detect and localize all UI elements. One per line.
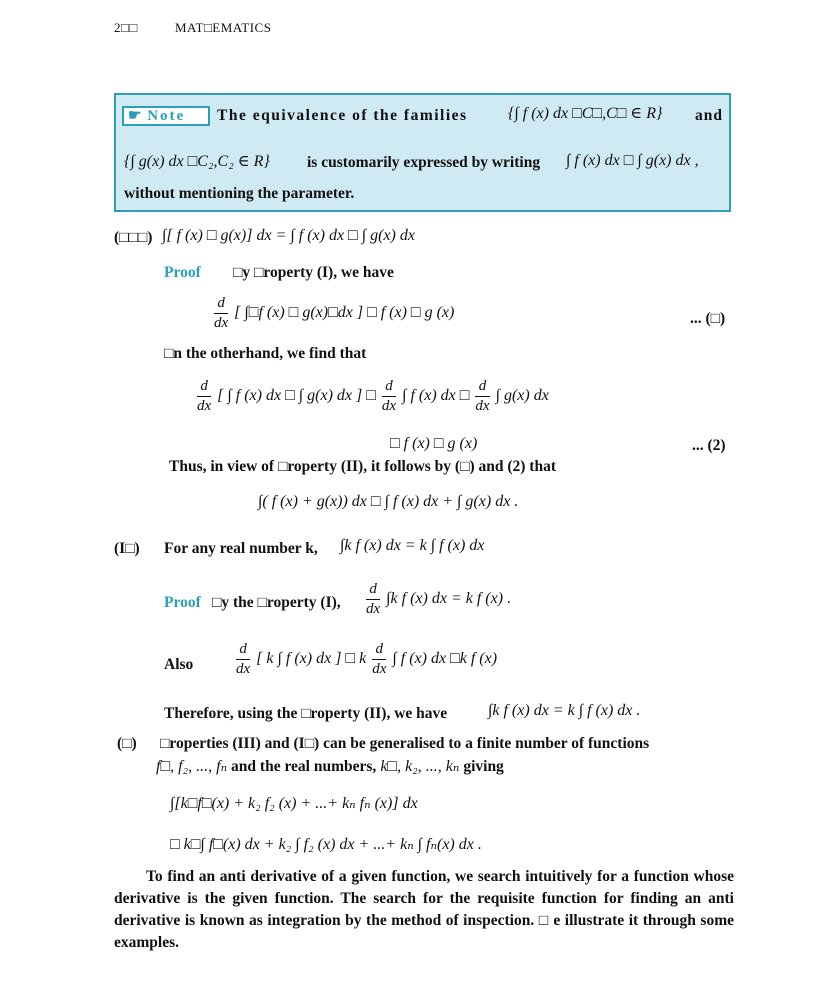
prop4-proof-math: ∫k f (x) dx = k f (x) . — [386, 590, 512, 608]
note-line1-math: {∫ f (x) dx □C□,C□ ∈ R} — [508, 105, 663, 122]
prop3-eq4: ∫( f (x) + g(x)) dx □ ∫ f (x) dx + ∫ g(x) dx . — [258, 493, 519, 510]
prop3-eq1-tag: ... (□) — [690, 310, 726, 327]
prop3-eq3: □ f (x) □ g (x) — [390, 435, 478, 452]
derivative-operator: $\frac{d}{dx}$ — [197, 378, 212, 414]
page-number: 2□□ — [114, 20, 138, 35]
note-line2-math-right: ∫ f (x) dx □ ∫ g(x) dx , — [566, 152, 699, 169]
prop5-eq-a: ∫[k□f□(x) + k₂ f₂ (x) + ...+ kₙ fₙ (x)] dx — [170, 795, 418, 812]
prop4-proof-eq — [364, 580, 511, 619]
prop3-eq1-rest: [ ∫□f (x) □ g(x)□dx ] □ f (x) □ g (x) — [234, 304, 455, 322]
derivative-operator: $\frac{d}{dx}$ — [366, 581, 381, 617]
prop3-statement: ∫[ f (x) □ g(x)] dx = ∫ f (x) dx □ ∫ g(x) dx — [162, 227, 415, 244]
prop4-also-math-b: ∫ f (x) dx □k f (x) — [392, 650, 498, 668]
note-tag — [122, 106, 210, 126]
prop4-also-math-a: [ k ∫ f (x) dx ] □ k — [256, 650, 367, 668]
prop4-also: Also — [164, 656, 194, 673]
prop5-text2-end: giving — [463, 758, 504, 775]
closing-paragraph: To find an anti derivative of a given function, we search intuitively for a function whose derivative is the given function. The search for the requisite function for finding an anti derivative is known as integration by the method of inspection. □ e illustrate it through some examples. — [114, 868, 734, 951]
derivative-operator: $\frac{d}{dx}$ — [475, 378, 490, 414]
prop3-eq3-tag: ... (2) — [692, 437, 726, 454]
derivative-operator: $\frac{d}{dx}$ — [214, 295, 229, 331]
derivative-operator: $\frac{d}{dx}$ — [381, 378, 397, 414]
prop5-constants: k□, k₂, ..., kₙ — [380, 758, 460, 775]
running-title: MAT□EMATICS — [175, 20, 272, 35]
note-line3: without mentioning the parameter. — [124, 185, 355, 202]
prop3-proof-label: Proof — [164, 264, 201, 281]
prop3-eq2-rest: [ ∫ f (x) dx □ ∫ g(x) dx ] □ — [217, 387, 376, 405]
prop3-thus: Thus, in view of □roperty (II), it follows by (□) and (2) that — [169, 458, 557, 475]
derivative-operator: $\frac{d}{dx}$ — [236, 641, 251, 677]
note-line2-text: is customarily expressed by writing — [307, 154, 541, 171]
pointing-hand-icon: ☛ — [128, 108, 142, 124]
note-line2-math-left: {∫ g(x) dx □C₂,C₂ ∈ R} — [124, 153, 270, 170]
prop5-functions: f□, f₂, ..., fₙ — [156, 758, 228, 775]
prop4-therefore-text: Therefore, using the □roperty (II), we have — [164, 705, 448, 722]
prop3-eq1 — [212, 294, 454, 333]
derivative-operator: $\frac{d}{dx}$ — [372, 641, 387, 677]
note-line1-and: and — [695, 107, 723, 124]
prop4-statement-math: ∫k f (x) dx = k ∫ f (x) dx — [340, 537, 485, 554]
prop3-eq2-end: ∫ g(x) dx — [495, 387, 549, 405]
prop3-label: (□□□) — [114, 229, 153, 246]
prop5-text1: □roperties (III) and (I□) can be generalised to a finite number of functions — [160, 735, 650, 752]
note-tag-label: Note — [147, 108, 186, 124]
prop5-text2 — [156, 756, 504, 776]
prop3-proof-text: □y □roperty (I), we have — [233, 264, 394, 281]
prop4-label: (I□) — [114, 540, 140, 557]
prop4-therefore-math: ∫k f (x) dx = k ∫ f (x) dx . — [488, 702, 641, 719]
prop5-eq-b: □ k□∫ f□(x) dx + k₂ ∫ f₂ (x) dx + ...+ kₙ ∫ fₙ(x) dx . — [170, 836, 482, 853]
prop3-other-hand: □n the otherhand, we find that — [164, 345, 367, 362]
prop3-eq2 — [195, 377, 549, 416]
prop4-also-eq — [234, 640, 497, 679]
prop4-statement-text: For any real number k, — [164, 540, 318, 557]
prop4-proof-label: Proof — [164, 594, 201, 611]
prop5-text2-mid: and the real numbers, — [231, 758, 377, 775]
prop4-proof-text: □y the □roperty (I), — [212, 594, 341, 611]
prop3-eq2-mid: ∫ f (x) dx □ — [402, 387, 470, 405]
note-line1-text: The equivalence of the families — [217, 107, 468, 124]
prop5-label: (□) — [117, 735, 137, 752]
